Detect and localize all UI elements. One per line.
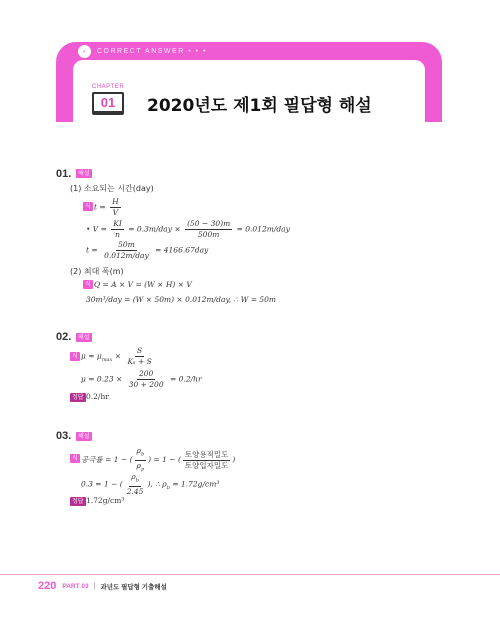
q3-eq2-fraction	[125, 472, 146, 497]
q1-eq1-lhs: t =	[94, 202, 106, 212]
header-label-word: CORRECT ANSWER	[97, 47, 185, 55]
q1-part1-title: (1) 소요되는 시간(day)	[70, 184, 154, 193]
solution-tag: 해설	[78, 334, 90, 341]
q1-eq3-fraction	[102, 240, 151, 261]
q3-eq1-rho-den-sub: p	[140, 466, 145, 472]
header-label	[78, 45, 207, 57]
q1-eq1-denominator: V	[112, 208, 119, 217]
q2-eq2-fraction	[127, 369, 166, 390]
q3-eq2-lhs: 0.3 = 1 −	[81, 479, 118, 489]
q1-eq2-numerator1: KI	[113, 219, 122, 228]
chapter-label: CHAPTER	[92, 84, 125, 90]
q1-eq3-numerator: 50m	[118, 240, 135, 249]
page-number: 220	[38, 580, 57, 592]
q3-eq1-denominator2: 토양입자밀도	[184, 460, 229, 470]
header-label-dots: • • •	[188, 47, 207, 55]
header-label-text	[97, 48, 207, 55]
answer-tag: 정답	[72, 394, 84, 401]
footer-part: PART 03	[62, 582, 89, 590]
q2-answer: 0.2/hr	[86, 392, 109, 401]
q1-eq2-denominator1: n	[115, 230, 120, 239]
q1-eq2-fraction2	[185, 219, 232, 240]
q1-eq1-fraction	[110, 197, 121, 218]
question-number-03: 03.	[56, 430, 72, 442]
q3-eq2-rho: ρ	[131, 472, 136, 481]
solution-tag: 해설	[78, 433, 90, 440]
q3-eq2-numerator	[129, 472, 141, 487]
q3-eq2: 0.3 = 1 − ( $\frac{\rho_b}{2.45}$ ), ∴ $\rho_b = 1.72g/cm^3$	[81, 472, 220, 496]
question-number-01: 01.	[56, 168, 72, 180]
q2-eq2-denominator: 30 + 200	[128, 380, 164, 389]
formula-tag: 식	[72, 353, 78, 360]
q3-eq2-end-sub: b	[166, 484, 170, 491]
footer-title: 과년도 필답형 기출해설	[100, 583, 167, 591]
q1-eq2	[86, 219, 290, 240]
q3-eq2-rho-sub: b	[135, 477, 139, 484]
q2-eq1-fraction	[125, 346, 153, 367]
q3-eq1-numerator2: 토양용적밀도	[184, 449, 229, 459]
q1-eq4: Q = A × V = (W × H) × V	[94, 280, 192, 289]
q1-eq1-numerator: H	[112, 197, 119, 206]
answer-badge-icon: ✓	[78, 45, 91, 58]
q1-eq3-denominator: 0.012m/day	[104, 251, 149, 260]
q1-eq2-numerator2: (50 − 30)m	[187, 219, 231, 228]
q3-eq2-value: = 1.72g/cm³	[172, 479, 220, 489]
q1-eq3	[86, 240, 208, 261]
q2-eq1	[81, 346, 156, 367]
formula-tag: 식	[85, 203, 91, 210]
q1-eq3-lhs: t =	[86, 245, 98, 255]
q1-eq2-denominator2: 500m	[197, 230, 220, 239]
q3-answer: 1.72g/cm³	[86, 496, 125, 505]
q2-eq2-end: = 0.2/hr	[170, 374, 202, 384]
q1-eq1	[94, 197, 123, 218]
q3-eq1-rho-den: ρ	[136, 460, 141, 470]
q1-eq2-prefix: • V =	[86, 224, 107, 234]
q3-eq1-rho: ρ	[136, 446, 141, 455]
q1-eq2-mid: = 0.3m/day ×	[128, 224, 181, 234]
q2-eq1-sub: max	[101, 357, 113, 363]
footer	[38, 580, 167, 592]
q1-eq2-fraction1	[111, 219, 124, 240]
q2-eq2-lhs: μ = 0.23 ×	[81, 374, 123, 384]
q1-eq2-end: = 0.012m/day	[236, 224, 290, 234]
q3-eq2-end: , ∴ ρ	[150, 479, 167, 489]
q3-eq2-denominator: 2.45	[126, 486, 144, 496]
q3-eq1-fraction2	[183, 450, 230, 471]
chapter-number: 01	[92, 92, 124, 115]
q3-eq1: 공극률 = 1 − ( $\frac{\rho_b}{\rho_p}$ ) = 1 − ( $\frac{\text{토양용적밀도}}{\text{토양입자밀도}}$ )	[81, 446, 236, 472]
page-title: 2020년도 제1회 필답형 해설	[147, 96, 372, 116]
q2-eq1-numerator: S	[137, 346, 143, 355]
footer-separator: |	[93, 582, 96, 590]
q2-eq1-lhs: μ = μ	[81, 351, 102, 361]
q2-eq2	[81, 369, 202, 390]
q3-eq1-mid: = 1 −	[153, 455, 176, 464]
q3-eq1-lhs: 공극률 = 1 −	[81, 455, 128, 464]
formula-tag: 식	[85, 281, 91, 288]
q2-eq1-mid: ×	[114, 351, 122, 361]
formula-tag: 식	[72, 455, 78, 462]
q3-eq1-rho-sub: b	[140, 451, 145, 458]
solution-tag: 해설	[78, 170, 90, 177]
answer-tag: 정답	[72, 498, 84, 505]
q1-eq5: 30m³/day = (W × 50m) × 0.012m/day, ∴ W = 50m	[86, 295, 277, 304]
q2-eq1-denominator: Kₛ + S	[127, 357, 152, 366]
footer-rule	[0, 574, 500, 575]
q1-eq3-end: = 4166.67day	[155, 245, 209, 255]
question-number-02: 02.	[56, 331, 72, 343]
q1-part2-title: (2) 최대 폭(m)	[70, 267, 124, 276]
q2-eq2-numerator: 200	[138, 369, 154, 378]
q3-eq1-numerator1	[135, 446, 147, 461]
q3-eq1-fraction1	[135, 446, 147, 474]
